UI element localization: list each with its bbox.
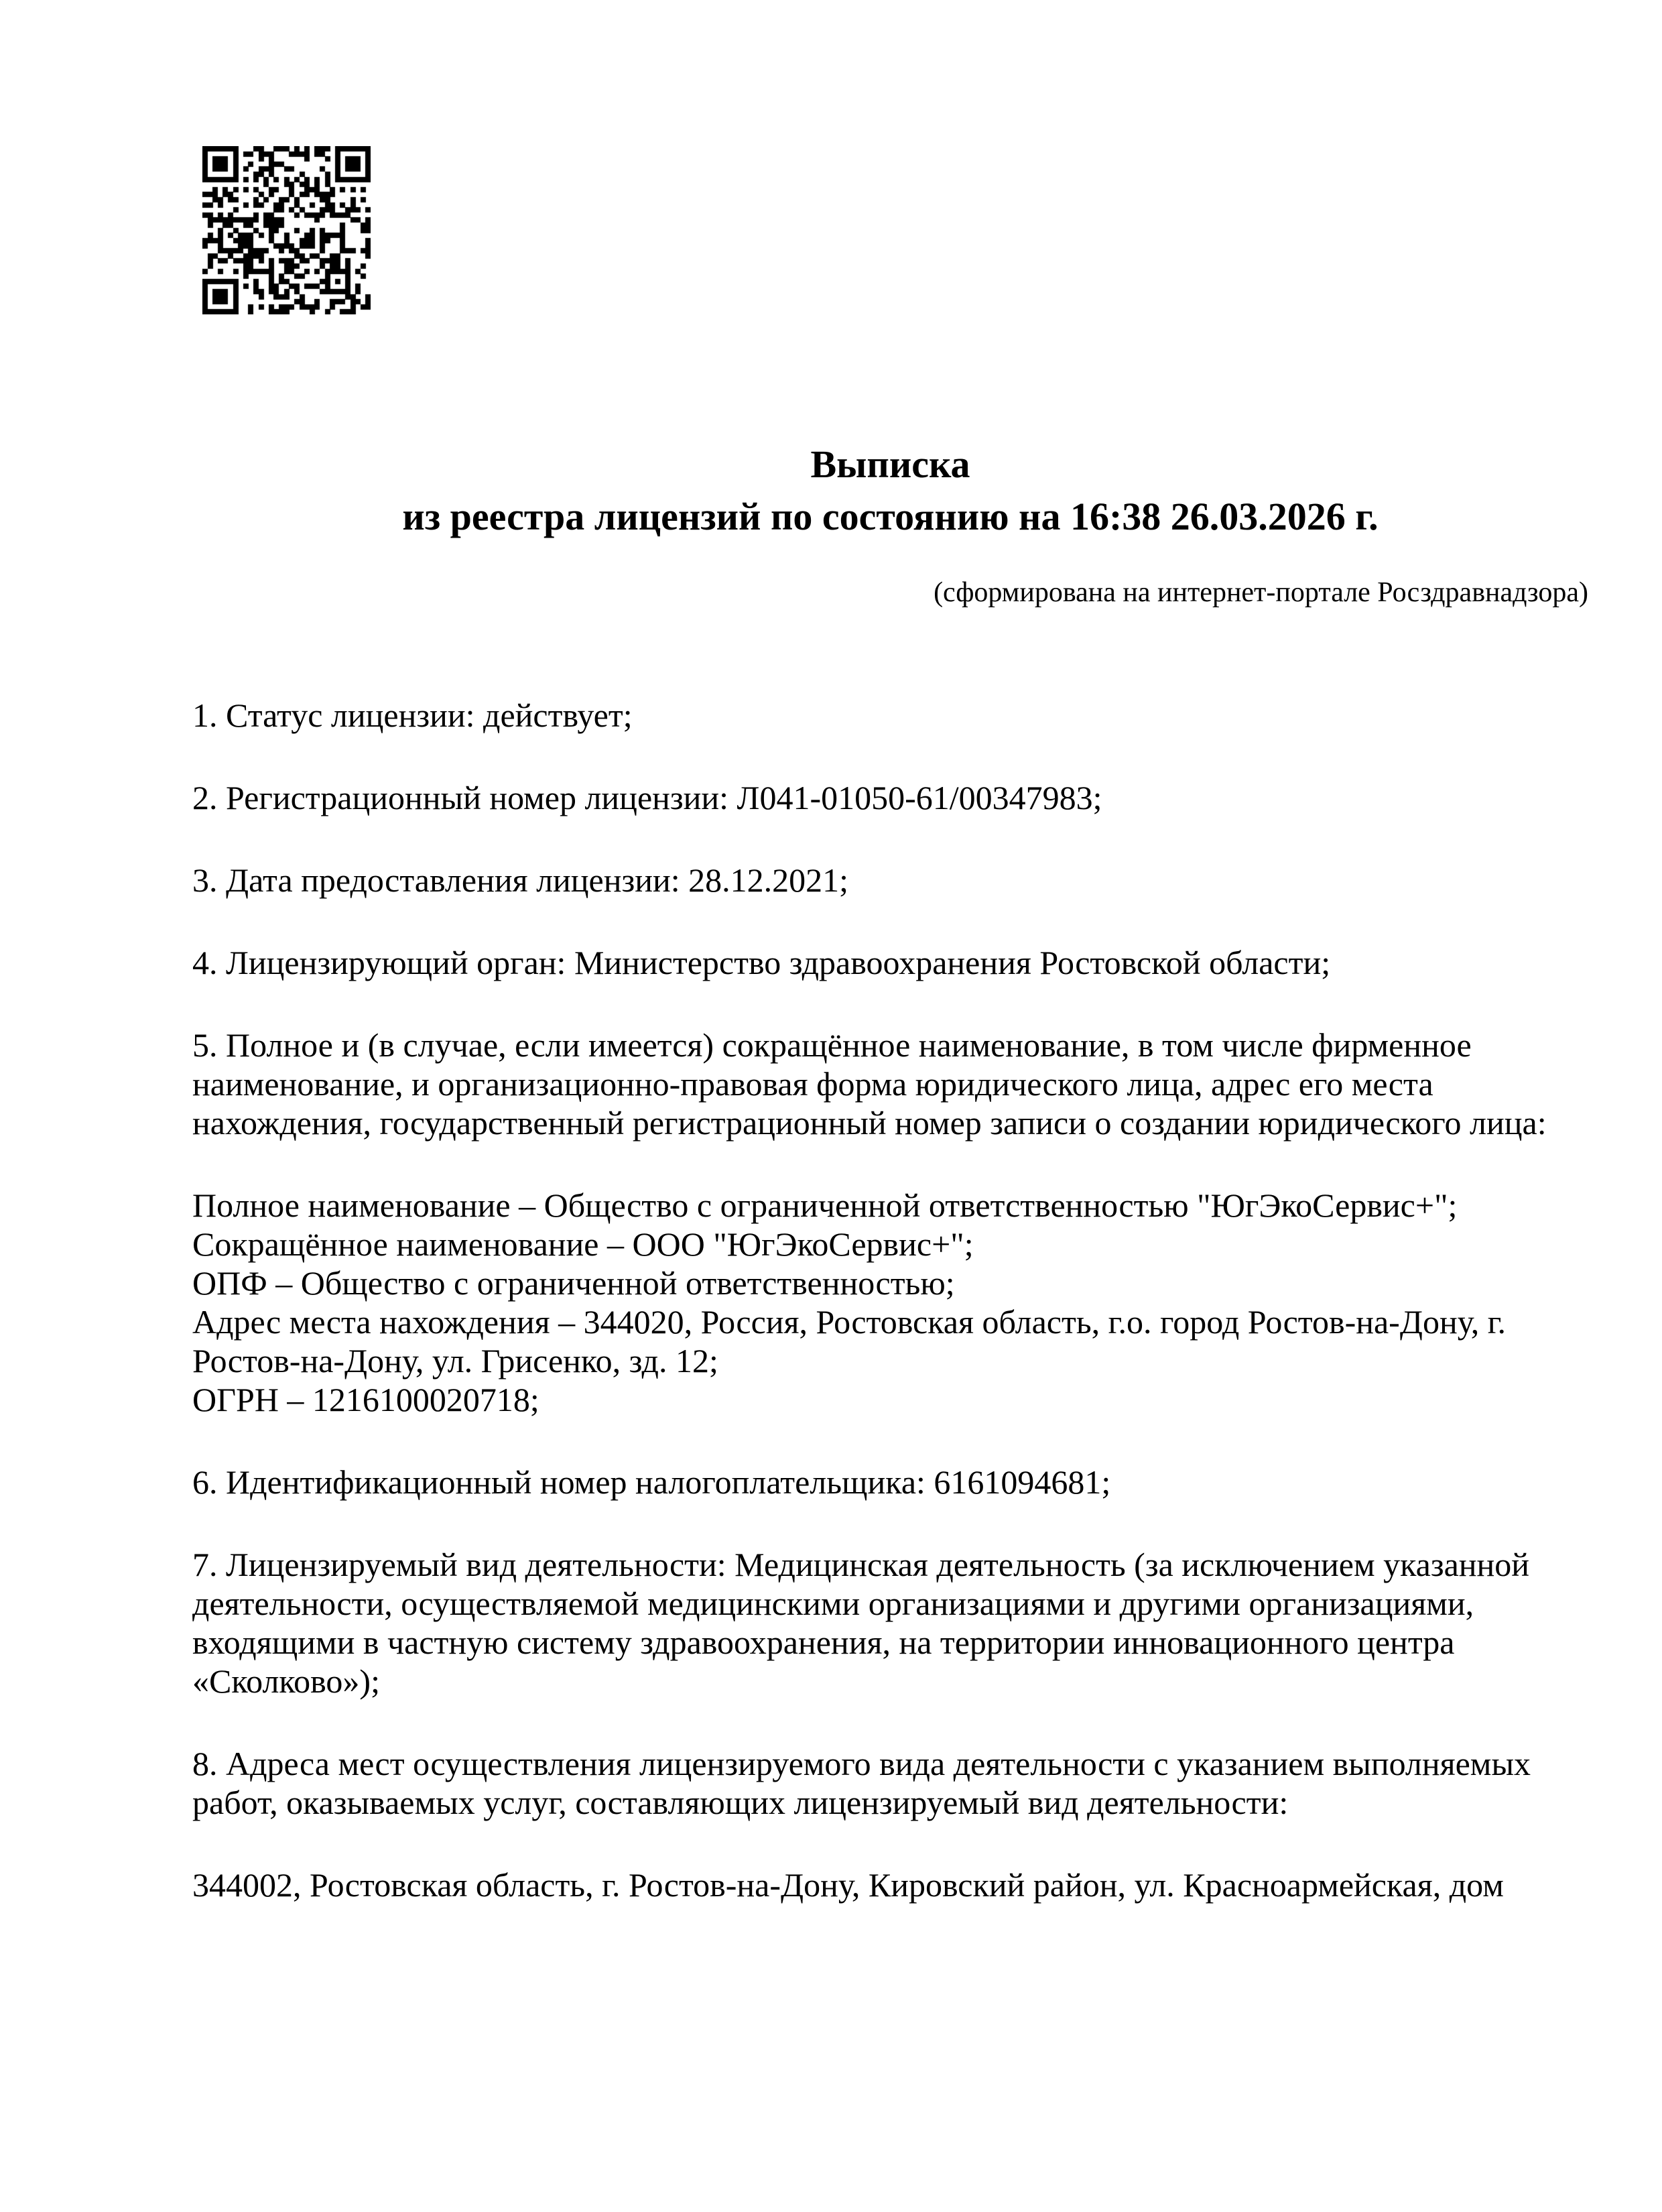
paragraph-line: Адрес места нахождения – 344020, Россия, Ростовская область, г.о. город Ростов-на-Дону, г. Ростов-на-Дону, ул. Грисенко, зд. 12; — [192, 1303, 1507, 1379]
paragraph-line: 4. Лицензирующий орган: Министерство здравоохранения Ростовской области; — [192, 944, 1331, 981]
document-title — [192, 438, 1588, 543]
paragraph-line: 6. Идентификационный номер налогоплательщика: 6161094681; — [192, 1463, 1111, 1501]
paragraph — [192, 1186, 1588, 1419]
title-line-2: из реестра лицензий по состоянию на 16:38 26.03.2026 г. — [402, 495, 1379, 538]
paragraph-line: 8. Адреса мест осуществления лицензируемого вида деятельности с указанием выполняемых работ, оказываемых услуг, составляющих лицензируемый вид деятельности: — [192, 1745, 1531, 1821]
paragraph-line: Сокращённое наименование – ООО "ЮгЭкоСервис+"; — [192, 1225, 974, 1263]
paragraph-line: 5. Полное и (в случае, если имеется) сокращённое наименование, в том числе фирменное наименование, и организационно-правовая форма юридического лица, адрес его места нахождения, государственный регистрационный номер записи о создании юридического лица: — [192, 1026, 1547, 1142]
paragraph-line: ОПФ – Общество с ограниченной ответственностью; — [192, 1264, 955, 1302]
paragraph-line: Полное наименование – Общество с ограниченной ответственностью "ЮгЭкоСервис+"; — [192, 1186, 1458, 1224]
paragraph-line: 344002, Ростовская область, г. Ростов-на-Дону, Кировский район, ул. Красноармейская, дом — [192, 1866, 1504, 1904]
paragraph — [192, 1865, 1588, 1904]
paragraph-line: 7. Лицензируемый вид деятельности: Медицинская деятельность (за исключением указанной деятельности, осуществляемой медицинскими организациями и другими организациями, входящими в частную систему здравоохранения, на территории инновационного центра «Сколково»); — [192, 1546, 1530, 1700]
paragraph-line: 1. Статус лицензии: действует; — [192, 696, 633, 734]
paragraph-line: 3. Дата предоставления лицензии: 28.12.2021; — [192, 861, 849, 899]
paragraph — [192, 1545, 1588, 1701]
document-subtitle: (сформирована на интернет-портале Росздравнадзора) — [934, 577, 1588, 608]
paragraph — [192, 778, 1588, 817]
paragraph — [192, 1026, 1588, 1142]
qr-code-icon — [202, 146, 371, 314]
document-body — [192, 696, 1588, 1948]
paragraph — [192, 1744, 1588, 1822]
paragraph — [192, 943, 1588, 982]
paragraph-line: ОГРН – 1216100020718; — [192, 1381, 539, 1418]
title-line-1: Выписка — [810, 442, 970, 486]
paragraph — [192, 696, 1588, 735]
paragraph — [192, 861, 1588, 900]
paragraph-line: 2. Регистрационный номер лицензии: Л041-01050-61/00347983; — [192, 779, 1102, 816]
paragraph — [192, 1463, 1588, 1501]
